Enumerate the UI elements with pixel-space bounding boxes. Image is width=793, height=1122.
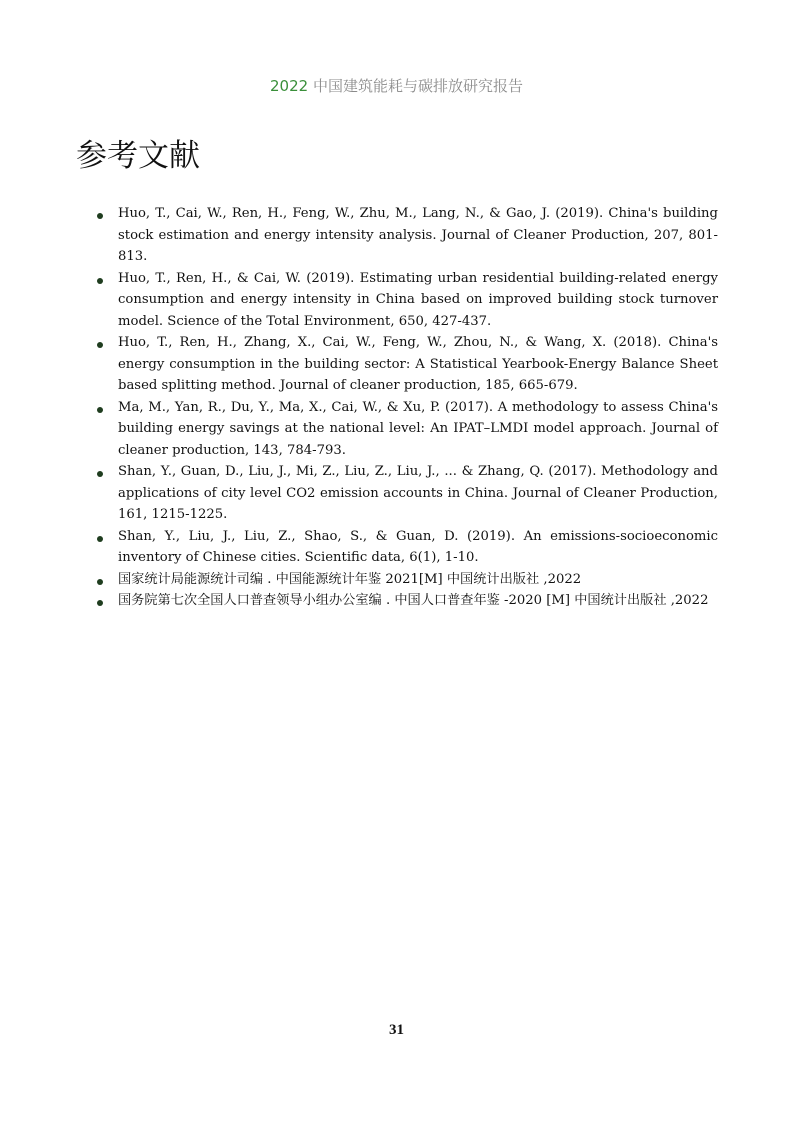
reference-item: Shan, Y., Guan, D., Liu, J., Mi, Z., Liu, Z., Liu, J., ... & Zhang, Q. (2017). Methodology and applications of city level CO2 emission accounts in China. Journal of Cleaner Production, 161, 1215-1225.	[118, 461, 718, 526]
reference-item: Huo, T., Ren, H., & Cai, W. (2019). Estimating urban residential building-related energy consumption and energy intensity in China based on improved building stock turnover model. Science of the Total Environment, 650, 427-437.	[118, 268, 718, 333]
reference-item: 国家统计局能源统计司编 . 中国能源统计年鉴 2021[M] 中国统计出版社 ,2022	[118, 569, 718, 591]
reference-item: Ma, M., Yan, R., Du, Y., Ma, X., Cai, W., & Xu, P. (2017). A methodology to assess China's building energy savings at the national level: An IPAT–LMDI model approach. Journal of cleaner production, 143, 784-793.	[118, 397, 718, 462]
reference-item: 国务院第七次全国人口普查领导小组办公室编 . 中国人口普查年鉴 -2020 [M] 中国统计出版社 ,2022	[118, 590, 718, 612]
reference-item: Huo, T., Cai, W., Ren, H., Feng, W., Zhu, M., Lang, N., & Gao, J. (2019). China's building stock estimation and energy intensity analysis. Journal of Cleaner Production, 207, 801-813.	[118, 203, 718, 268]
running-header	[0, 75, 793, 96]
section-title: 参考文献	[76, 138, 200, 174]
page-number: 31	[389, 1022, 404, 1038]
reference-list	[118, 203, 718, 612]
reference-item: Huo, T., Ren, H., Zhang, X., Cai, W., Feng, W., Zhou, N., & Wang, X. (2018). China's energy consumption in the building sector: A Statistical Yearbook-Energy Balance Sheet based splitting method. Journal of cleaner production, 185, 665-679.	[118, 332, 718, 397]
header-title: 中国建筑能耗与碳排放研究报告	[312, 77, 523, 95]
header-year: 2022	[270, 77, 309, 95]
reference-item: Shan, Y., Liu, J., Liu, Z., Shao, S., & Guan, D. (2019). An emissions-socioeconomic inventory of Chinese cities. Scientific data, 6(1), 1-10.	[118, 526, 718, 569]
